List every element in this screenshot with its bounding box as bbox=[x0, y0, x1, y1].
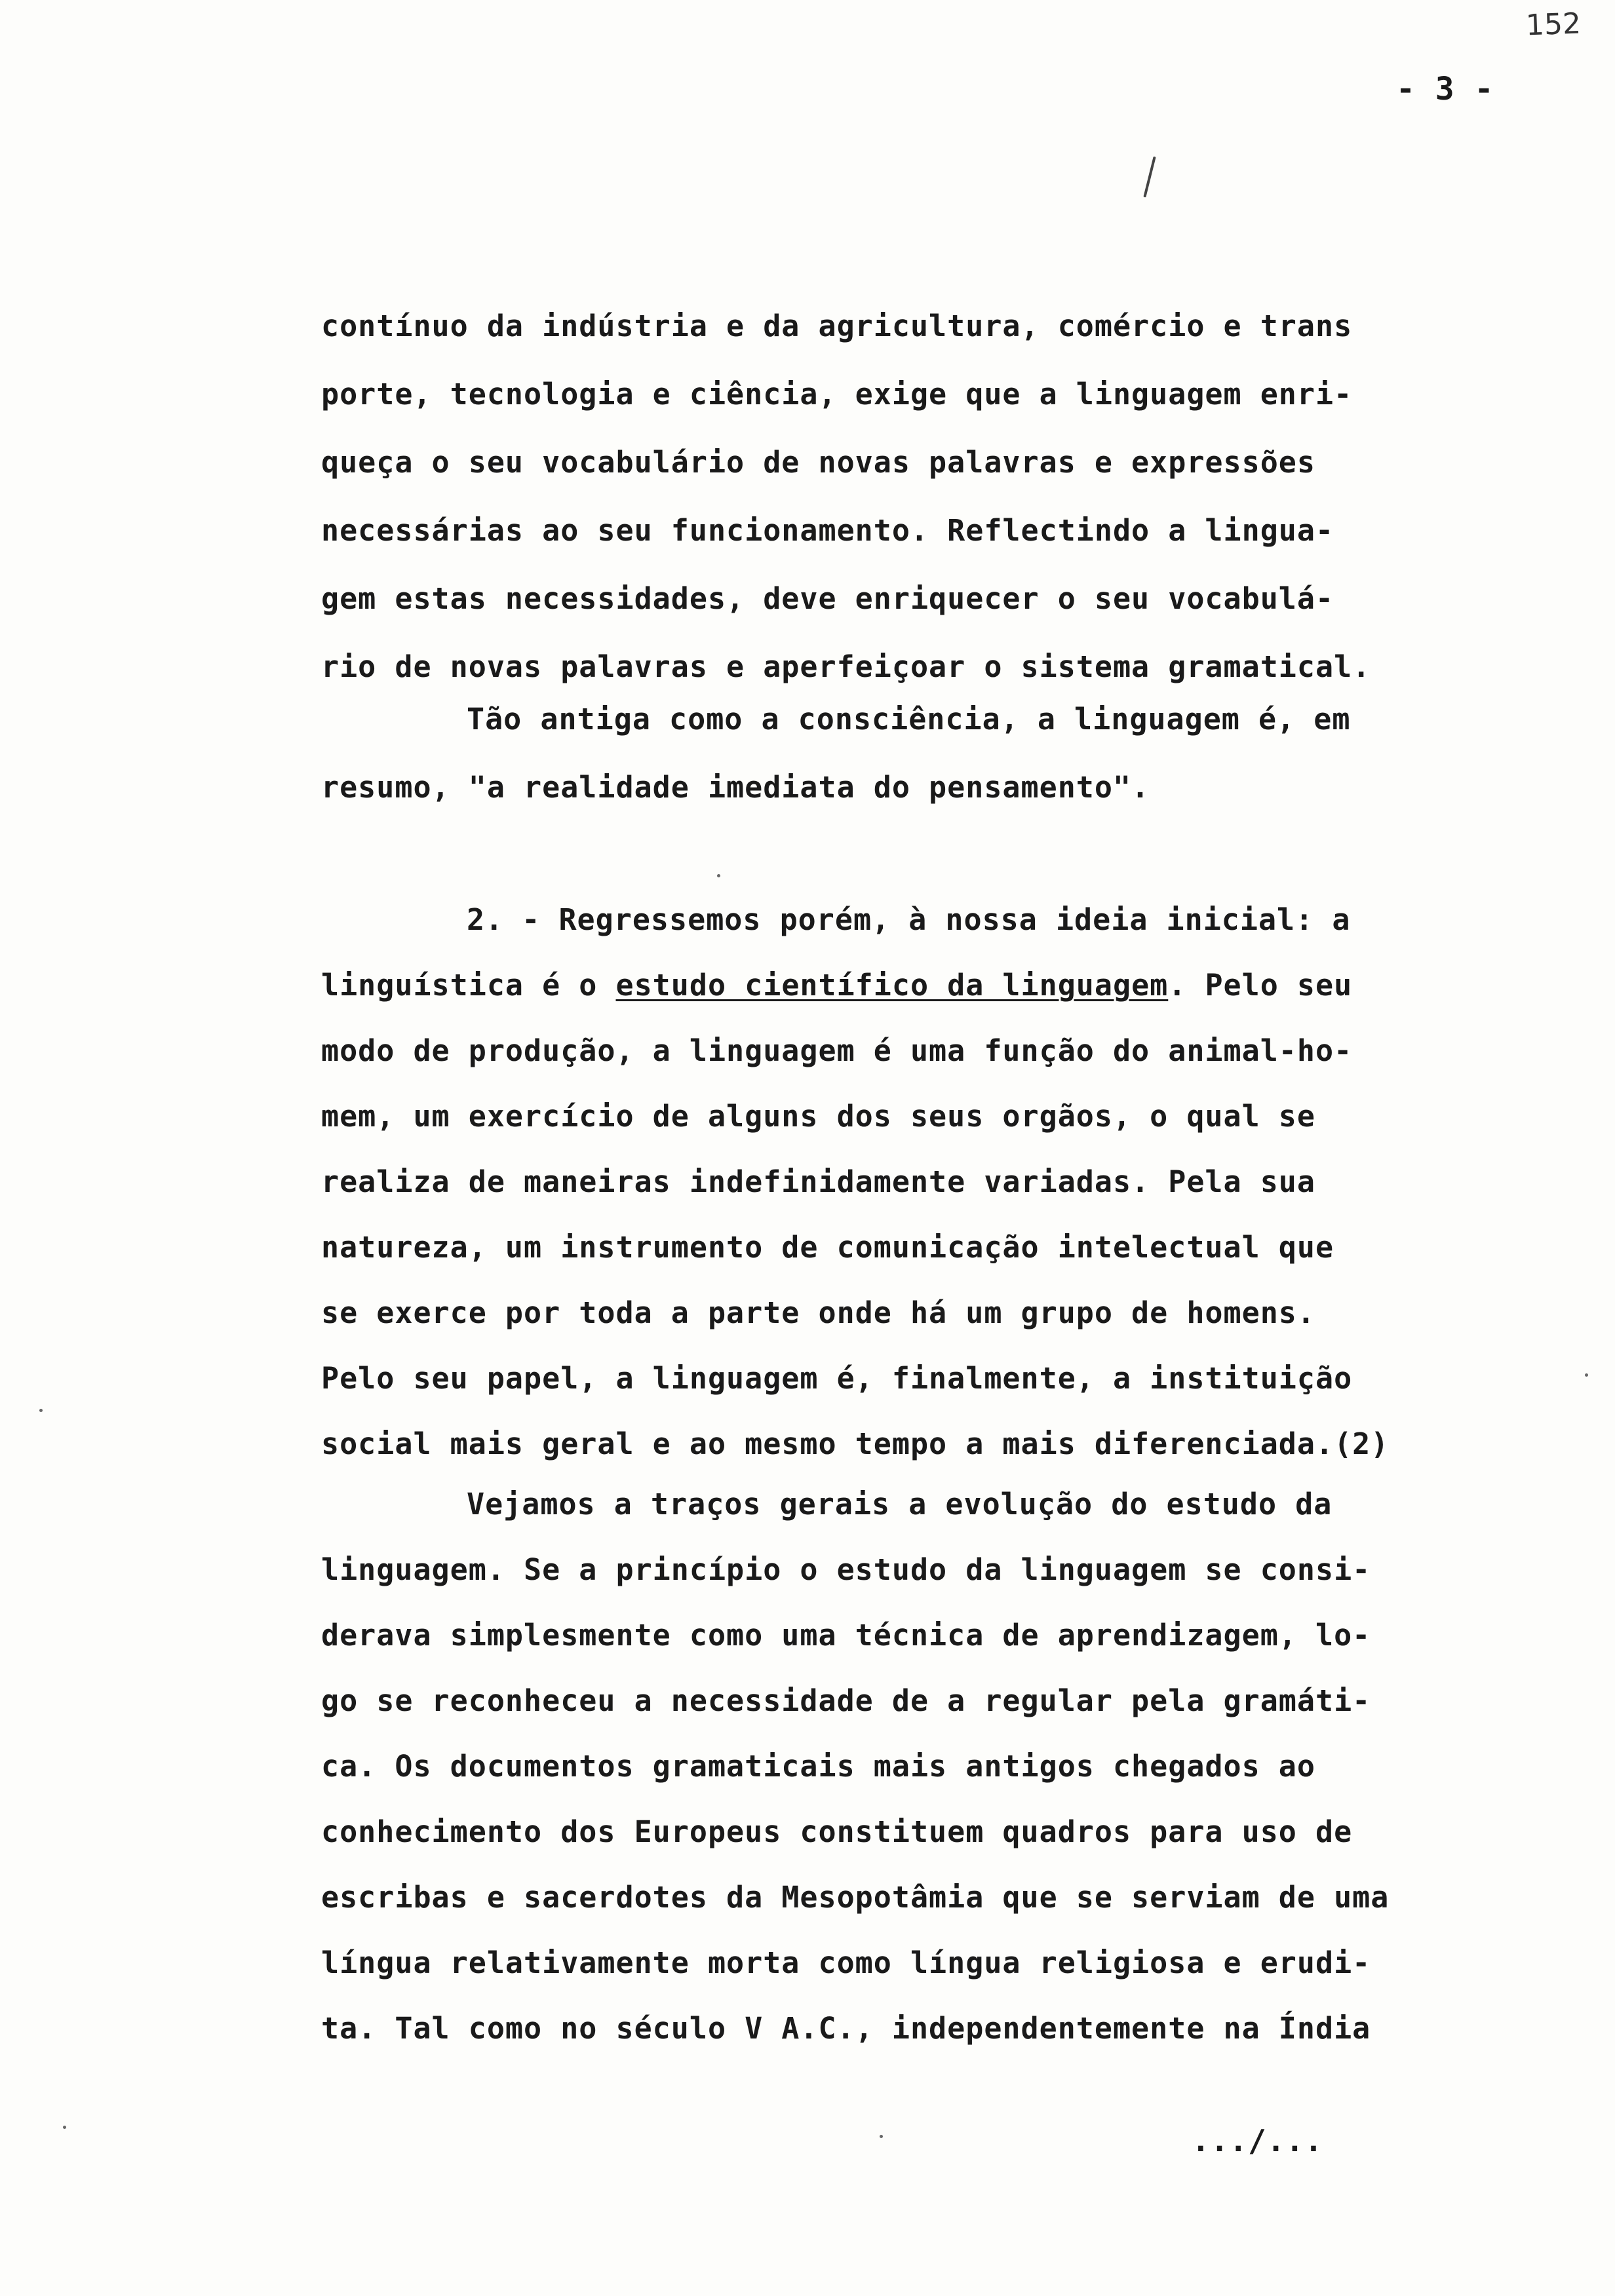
continuation-mark: .../... bbox=[1192, 2123, 1323, 2158]
text-line: realiza de maneiras indefinidamente variadas. Pela sua bbox=[321, 1164, 1315, 1199]
text-line: derava simplesmente como uma técnica de aprendizagem, lo- bbox=[321, 1618, 1371, 1653]
text-line: rio de novas palavras e aperfeiçoar o sistema gramatical. bbox=[321, 649, 1371, 684]
underlined-definition: estudo científico da linguagem bbox=[615, 968, 1169, 1003]
text-line bbox=[321, 966, 1352, 1005]
text-line: resumo, "a realidade imediata do pensamento". bbox=[321, 770, 1150, 805]
archive-number: 152 bbox=[1525, 7, 1582, 43]
text-line: conhecimento dos Europeus constituem quadros para uso de bbox=[321, 1814, 1353, 1849]
text-line: língua relativamente morta como língua religiosa e erudi- bbox=[321, 1945, 1371, 1980]
text-line: gem estas necessidades, deve enriquecer o seu vocabulá- bbox=[321, 581, 1334, 616]
scan-speck bbox=[880, 2135, 883, 2138]
text-line: linguagem. Se a princípio o estudo da linguagem se consi- bbox=[321, 1552, 1371, 1587]
text-line: ca. Os documentos gramaticais mais antigos chegados ao bbox=[321, 1749, 1315, 1784]
text-line: go se reconheceu a necessidade de a regular pela gramáti- bbox=[321, 1683, 1371, 1718]
text-line: ta. Tal como no século V A.C., independentemente na Índia bbox=[321, 2011, 1371, 2046]
scan-speck bbox=[1585, 1373, 1588, 1377]
page-number: - 3 - bbox=[1396, 71, 1494, 107]
text-line: Tão antiga como a consciência, a linguagem é, em bbox=[467, 702, 1351, 737]
scan-speck bbox=[63, 2126, 66, 2129]
scan-speck bbox=[39, 1409, 43, 1412]
text-segment: . Pelo seu bbox=[1168, 968, 1353, 1003]
scan-speck bbox=[717, 874, 720, 877]
text-line: modo de produção, a linguagem é uma função do animal-ho- bbox=[321, 1033, 1353, 1068]
text-line: se exerce por toda a parte onde há um grupo de homens. bbox=[321, 1295, 1315, 1330]
text-line: contínuo da indústria e da agricultura, comércio e trans bbox=[321, 309, 1353, 343]
text-line: necessárias ao seu funcionamento. Reflectindo a lingua- bbox=[321, 513, 1334, 548]
text-line: queça o seu vocabulário de novas palavras e expressões bbox=[321, 445, 1315, 480]
text-line: Vejamos a traços gerais a evolução do estudo da bbox=[467, 1487, 1333, 1521]
text-line: porte, tecnologia e ciência, exige que a linguagem enri- bbox=[321, 377, 1353, 411]
text-line: mem, um exercício de alguns dos seus orgãos, o qual se bbox=[321, 1099, 1315, 1134]
text-line: escribas e sacerdotes da Mesopotâmia que se serviam de uma bbox=[321, 1880, 1390, 1915]
text-line: social mais geral e ao mesmo tempo a mais diferenciada.(2) bbox=[321, 1426, 1390, 1461]
text-segment: linguística é o bbox=[321, 968, 616, 1003]
text-line: Pelo seu papel, a linguagem é, finalmente, a instituição bbox=[321, 1361, 1353, 1396]
text-line: natureza, um instrumento de comunicação intelectual que bbox=[321, 1230, 1334, 1265]
text-line: 2. - Regressemos porém, à nossa ideia inicial: a bbox=[467, 902, 1351, 937]
